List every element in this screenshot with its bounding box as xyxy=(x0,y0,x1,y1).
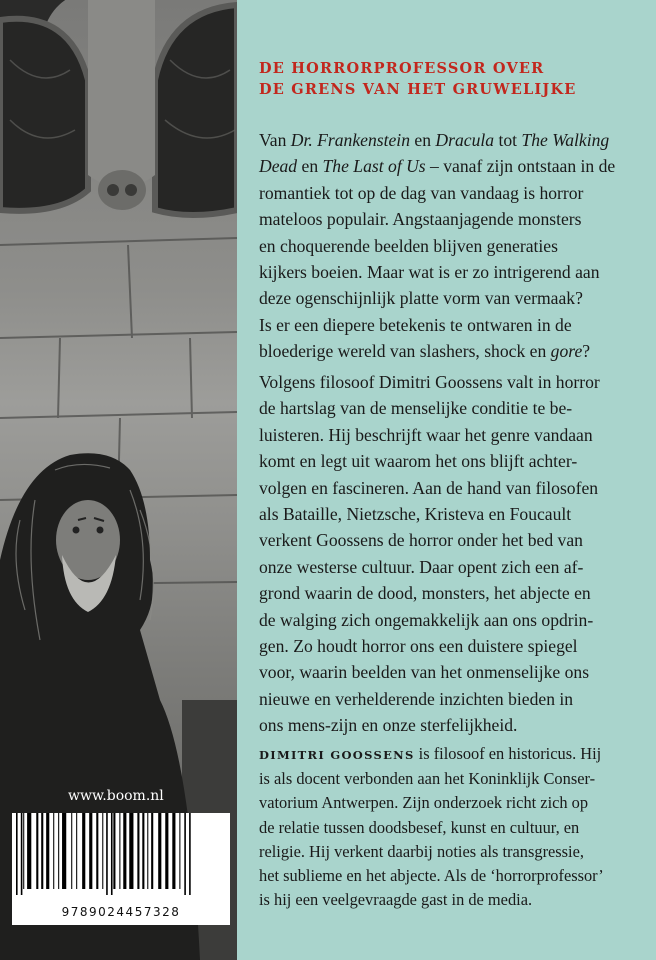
barcode-bar xyxy=(142,813,144,889)
barcode-bar xyxy=(16,813,18,895)
barcode-bar xyxy=(53,813,54,889)
bio-line: het sublieme en het abjecte. Als de ‘horrorprofessor’ xyxy=(259,866,604,886)
text-line: komt en legt uit waarom het ons blijft achter- xyxy=(259,451,578,472)
barcode-bar xyxy=(172,813,175,889)
text-segment: Van xyxy=(259,130,291,150)
text-line: luisteren. Hij beschrijft waar het genre vandaan xyxy=(259,424,593,445)
italic-title: Dead xyxy=(259,156,298,177)
barcode-bar xyxy=(82,813,85,889)
italic-title: The Walking xyxy=(521,130,610,150)
text-segment: bloederige wereld van slashers, shock en xyxy=(259,341,551,362)
text-segment: mateloos populair. Angstaanjagende monsters xyxy=(259,209,582,230)
barcode-bar xyxy=(179,813,180,889)
text-line xyxy=(259,338,644,364)
blurb-heading xyxy=(259,58,639,100)
text-segment: en xyxy=(297,156,323,177)
text-segment: ? xyxy=(582,341,591,362)
text-line xyxy=(259,312,644,338)
barcode xyxy=(12,813,230,925)
text-segment: Is er een diepere betekenis te ontwaren in de xyxy=(259,314,572,335)
text-line xyxy=(259,259,644,285)
text-segment: tot xyxy=(494,130,522,150)
isbn-number: 9789024457328 xyxy=(61,905,181,919)
bio-line: is hij een veelgevraagde gast in de media. xyxy=(259,890,533,910)
blurb-panel xyxy=(237,0,656,960)
barcode-bar xyxy=(46,813,49,889)
italic-title: Dr. Frankenstein xyxy=(290,130,410,150)
text-line xyxy=(259,127,644,153)
barcode-bar xyxy=(106,813,108,895)
text-segment: – vanaf zijn ontstaan in de xyxy=(425,156,616,177)
heading-line: DE HORRORPROFESSOR OVER xyxy=(259,60,545,77)
barcode-bar xyxy=(123,813,126,889)
italic-title: gore xyxy=(550,341,583,362)
bio-line: is als docent verbonden aan het Koninklijk Conser- xyxy=(259,769,596,789)
barcode-bar xyxy=(184,813,186,895)
blurb-paragraph-intro xyxy=(259,127,644,365)
text-segment: en xyxy=(410,130,436,150)
barcode-bar xyxy=(21,813,23,895)
barcode-bar xyxy=(111,813,113,895)
text-line xyxy=(259,153,644,179)
barcode-bar xyxy=(158,813,161,889)
barcode-bar xyxy=(62,813,66,889)
bio-line: vatorium Antwerpen. Zijn onderzoek richt zich op xyxy=(259,793,589,813)
barcode-bar xyxy=(23,813,24,889)
text-segment: romantiek tot op de dag van vandaag is horror xyxy=(259,182,584,203)
text-segment: kijkers boeien. Maar wat is er zo intrigerend aan xyxy=(259,262,600,283)
text-line: verkent Goossens de horror onder het bed van xyxy=(259,530,583,551)
barcode-bar xyxy=(96,813,98,889)
author-photo xyxy=(0,0,237,960)
text-line xyxy=(259,180,644,206)
text-line: grond waarin de dood, monsters, het abjecte en xyxy=(259,583,591,604)
italic-title: Dracula xyxy=(435,130,495,150)
italic-title: The Last of Us xyxy=(322,156,426,177)
author-bio xyxy=(259,742,644,912)
barcode-bar xyxy=(71,813,72,889)
barcode-bar xyxy=(36,813,38,889)
text-line xyxy=(259,285,644,311)
barcode-bar xyxy=(76,813,77,889)
text-line: voor, waarin beelden van het onmenselijke ons xyxy=(259,662,590,683)
bio-text: is filosoof en historicus. Hij xyxy=(414,744,602,763)
barcode-bar xyxy=(113,813,115,889)
text-line: ons mens-zijn en onze sterfelijkheid. xyxy=(259,715,518,736)
barcode-bar xyxy=(58,813,59,889)
text-line: onze westerse cultuur. Daar opent zich een af- xyxy=(259,556,584,577)
text-line xyxy=(259,233,644,259)
text-line: de walging zich ongemakkelijk aan ons opdrin- xyxy=(259,609,594,630)
text-line: de hartslag van de menselijke conditie te be- xyxy=(259,398,573,419)
barcode-bar xyxy=(119,813,120,889)
text-line: Volgens filosoof Dimitri Goossens valt in horror xyxy=(259,372,600,392)
text-line: als Bataille, Nietzsche, Kristeva en Foucault xyxy=(259,504,572,525)
barcode-bar xyxy=(102,813,103,889)
barcode-bar xyxy=(147,813,148,889)
blurb-paragraph-body xyxy=(259,369,644,739)
barcode-bars xyxy=(12,813,206,895)
bio-line: religie. Hij verkent daarbij noties als transgressie, xyxy=(259,841,584,861)
text-line: gen. Zo houdt horror ons een duistere spiegel xyxy=(259,636,578,657)
text-segment: deze ogenschijnlijk platte vorm van vermaak? xyxy=(259,288,583,309)
barcode-bar xyxy=(129,813,133,889)
barcode-bar xyxy=(165,813,168,889)
text-line: nieuwe en verhelderende inzichten bieden in xyxy=(259,688,574,709)
publisher-website[interactable]: www.boom.nl xyxy=(68,788,164,804)
barcode-bar xyxy=(151,813,153,889)
text-segment: en choquerende beelden blijven generaties xyxy=(259,235,558,256)
barcode-bar xyxy=(27,813,31,889)
bio-line xyxy=(259,742,644,767)
author-name: DIMITRI GOOSSENS xyxy=(259,748,415,762)
heading-line: DE GRENS VAN HET GRUWELIJKE xyxy=(259,81,577,98)
barcode-bar xyxy=(137,813,139,889)
barcode-bar xyxy=(89,813,92,889)
text-line: volgen en fascineren. Aan de hand van filosofen xyxy=(259,477,599,498)
barcode-bar xyxy=(189,813,191,895)
bio-line: de relatie tussen doodsbesef, kunst en cultuur, en xyxy=(259,817,580,837)
barcode-bar xyxy=(41,813,43,889)
text-line xyxy=(259,206,644,232)
